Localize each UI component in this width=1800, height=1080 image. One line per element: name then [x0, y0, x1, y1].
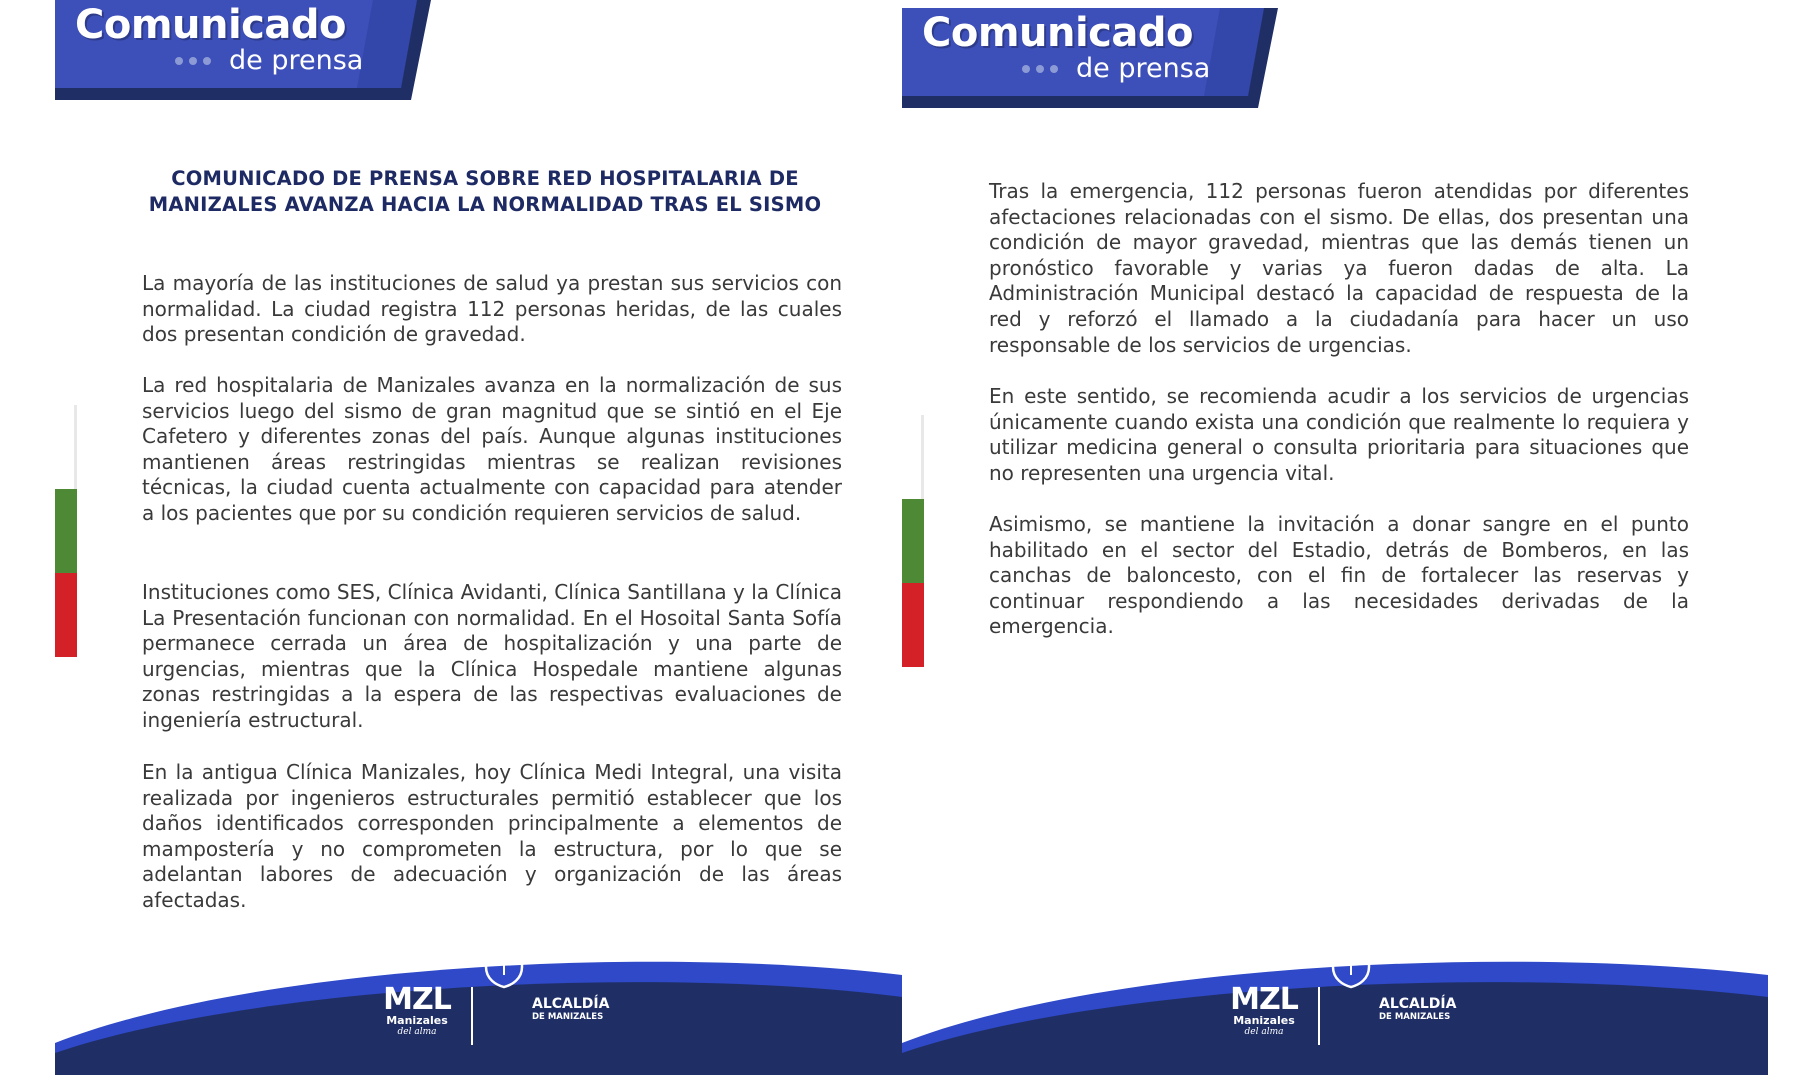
paragraph-3: Asimismo, se mantiene la invitación a donar sangre en el punto habilitado en el sector del Estadio, detrás de Bomberos, en las canchas de baloncesto, con el fin de fortalecer las reservas y continuar respondiendo a las necesidades derivadas de la emergencia. — [989, 512, 1689, 639]
paragraph-4: En la antigua Clínica Manizales, hoy Clínica Medi Integral, una visita realizada por ingenieros estructurales permitió establecer que los daños identificados corresponden principalmente a elementos de mampostería y no comprometen la estructura, por lo que se adelantan labores de adecuación y organización de las áreas afectadas. — [142, 760, 842, 912]
mzl-logo: MZL Manizales del alma — [1230, 982, 1298, 1037]
header-banner — [902, 8, 1278, 108]
flag-stripe — [55, 405, 77, 657]
banner-title: Comunicado — [75, 2, 346, 48]
alcaldia-logo: ALCALDÍA DE MANIZALES — [532, 996, 610, 1022]
paragraph-1: Tras la emergencia, 112 personas fueron atendidas por diferentes afectaciones relacionadas con el sismo. De ellas, dos presentan una condición de mayor gravedad, mientras que las demás tienen un pronóstico favorable y varias ya fueron dadas de alta. La Administración Municipal destacó la capacidad de respuesta de la red y reforzó el llamado a la ciudadanía para hacer un uso responsable de los servicios de urgencias. — [989, 179, 1689, 357]
flag-stripe — [902, 415, 924, 667]
mzl-logo: MZL Manizales del alma — [383, 982, 451, 1037]
footer — [55, 935, 902, 1075]
banner-dots — [175, 57, 211, 65]
paragraph-1: La mayoría de las instituciones de salud ya prestan sus servicios con normalidad. La ciudad registra 112 personas heridas, de las cuales dos presentan condición de gravedad. — [142, 271, 842, 347]
banner-dots — [1022, 65, 1058, 73]
coat-of-arms-icon — [1329, 935, 1373, 989]
footer-wave — [55, 935, 902, 1075]
logo-divider — [471, 987, 473, 1045]
paragraph-2: En este sentido, se recomienda acudir a los servicios de urgencias únicamente cuando exista una condición que realmente lo requiera y utilizar medicina general o consulta prioritaria para situaciones que no representen una urgencia vital. — [989, 384, 1689, 485]
banner-subtitle: de prensa — [1076, 53, 1211, 84]
paragraph-2: La red hospitalaria de Manizales avanza en la normalización de sus servicios luego del sismo de gran magnitud que se sintió en el Eje Cafetero y diferentes zonas del país. Aunque algunas instituciones mantienen áreas restringidas mientras se realizan revisiones técnicas, la ciudad cuenta actualmente con capacidad para atender a los pacientes que por su condición requieren servicios de salud. — [142, 373, 842, 525]
banner-title: Comunicado — [922, 10, 1193, 56]
paragraph-3: Instituciones como SES, Clínica Avidanti, Clínica Santillana y la Clínica La Presentación funcionan con normalidad. En el Hosoital Santa Sofía permanece cerrada un área de hospitalización y una parte de urgencias, mientras que la Clínica Hospedale mantiene algunas zonas restringidas a la espera de las respectivas evaluaciones de ingeniería estructural. — [142, 580, 842, 732]
logo-divider — [1318, 987, 1320, 1045]
press-release-page-2 — [902, 0, 1768, 1075]
document-title: COMUNICADO DE PRENSA SOBRE RED HOSPITALARIA DE MANIZALES AVANZA HACIA LA NORMALIDAD TRAS EL SISMO — [148, 167, 822, 216]
header-banner — [55, 0, 431, 100]
banner-subtitle: de prensa — [229, 45, 364, 76]
coat-of-arms-icon — [482, 935, 526, 989]
footer — [902, 935, 1768, 1075]
alcaldia-logo: ALCALDÍA DE MANIZALES — [1379, 996, 1457, 1022]
press-release-page-1 — [55, 0, 902, 1075]
